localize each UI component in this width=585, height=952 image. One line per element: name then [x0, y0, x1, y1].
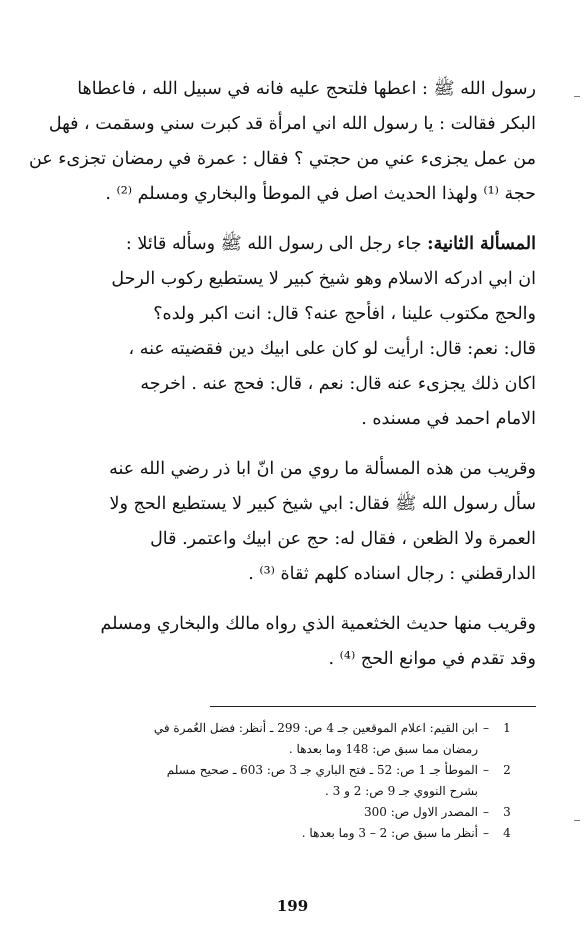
page-body: [28, 72, 536, 692]
text-line: وقريب من هذه المسألة ما روي من انّ ابا ذر رضي الله عنه: [109, 459, 536, 479]
footnote-line: أنظر ما سبق ص: 2 – 3 وما بعدها .: [301, 826, 478, 840]
footnote-3: [40, 802, 520, 823]
paragraph-1: [28, 72, 536, 212]
text-line: وقريب منها حديث الخثعمية الذي رواه مالك والبخاري ومسلم: [100, 614, 536, 634]
footnote-text: [40, 823, 478, 844]
text-line: الامام احمد في مسنده .: [361, 409, 536, 429]
footnote-4: [40, 823, 520, 844]
text-line: البكر فقالت : يا رسول الله اني امرأة قد كبرت سني وسقمت ، فهل: [48, 114, 536, 134]
text-line: رسول الله ﷺ : اعطها فلتحج عليه فانه في سبيل الله ، فاعطاها: [77, 79, 536, 99]
footnote-dash: –: [483, 721, 489, 735]
footnote-text: [40, 802, 478, 823]
text-line: والحج مكتوب علينا ، افأحج عنه؟ قال: انت اكبر ولده؟: [153, 304, 536, 324]
footnote-1: [40, 718, 520, 760]
footnote-line: المصدر الاول ص: 300: [363, 805, 478, 819]
scan-margin-mark: [574, 96, 580, 97]
text-line: ان ابي ادركه الاسلام وهو شيخ كبير لا يستطيع ركوب الرحل: [111, 269, 536, 289]
footnote-2: [40, 760, 520, 802]
text-line: من عمل يجزىء عني من حجتي ؟ فقال : عمرة في رمضان تجزىء عن: [28, 149, 536, 169]
footnote-number: 1: [503, 721, 511, 735]
footnote-number: 2: [503, 763, 511, 777]
footnote-line: رمضان مما سبق ص: 148 وما بعدها .: [288, 742, 478, 756]
footnote-text: [40, 760, 478, 802]
text-line: قال: نعم: قال: ارأيت لو كان على ابيك دين فقضيته عنه ،: [128, 339, 536, 359]
text-line: سأل رسول الله ﷺ فقال: ابي شيخ كبير لا يستطيع الحج ولا: [109, 494, 536, 514]
footnote-dash: –: [483, 805, 489, 819]
text-line: العمرة ولا الظعن ، فقال له: حج عن ابيك واعتمر. قال: [150, 529, 536, 549]
text-line: حجة ⁽¹⁾ ولهذا الحديث اصل في الموطأ والبخاري ومسلم ⁽²⁾ .: [105, 184, 536, 204]
footnote-dash: –: [483, 763, 489, 777]
text-line: [40, 227, 536, 262]
text-fragment: جاء رجل الى رسول الله ﷺ وسأله قائلا :: [125, 234, 428, 254]
scan-margin-mark: [574, 820, 580, 821]
text-line: اكان ذلك يجزىء عنه قال: نعم ، قال: فحج عنه . اخرجه: [140, 374, 536, 394]
footnote-line: بشرح النووي جـ 9 ص: 2 و 3 .: [325, 784, 478, 798]
section-heading: المسألة الثانية:: [427, 234, 536, 254]
footnote-text: [40, 718, 478, 760]
footnote-divider: [210, 706, 536, 707]
footnote-line: ابن القيم: اعلام الموقعين جـ 4 ص: 299 ـ أنظر: فضل العُمرة في: [153, 721, 478, 735]
paragraph-4: [40, 607, 536, 677]
text-line: الدارقطني : رجال اسناده كلهم ثقاة ⁽³⁾ .: [248, 564, 536, 584]
footnote-number: 3: [503, 805, 511, 819]
footnote-number: 4: [503, 826, 511, 840]
footnotes: [40, 718, 520, 844]
footnote-line: الموطأ جـ 1 ص: 52 ـ فتح الباري جـ 3 ص: 603 ـ صحيح مسلم: [166, 763, 478, 777]
footnote-dash: –: [483, 826, 489, 840]
text-line: وقد تقدم في موانع الحج ⁽⁴⁾ .: [328, 649, 536, 669]
paragraph-3: [40, 452, 536, 592]
paragraph-2: [40, 227, 536, 437]
page-number: 199: [276, 897, 309, 915]
